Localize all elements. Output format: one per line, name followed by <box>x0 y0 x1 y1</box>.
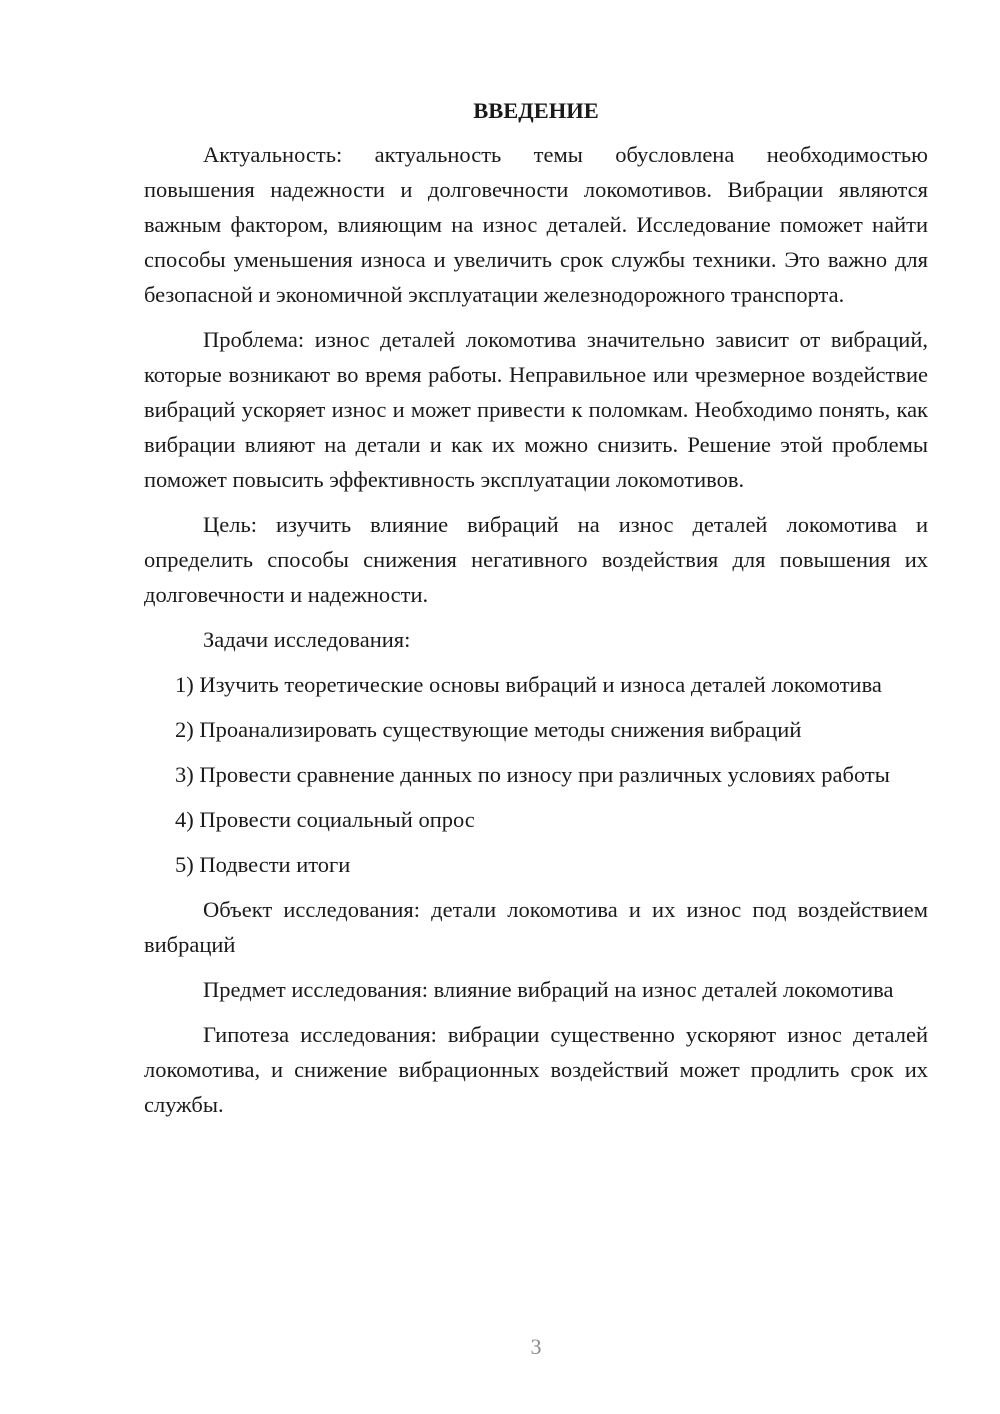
task-item-1: 1) Изучить теоретические основы вибраций и износа деталей локомотива <box>175 672 882 697</box>
paragraph-subject: Предмет исследования: влияние вибраций на износ деталей локомотива <box>203 977 894 1002</box>
paragraph-goal: Цель: изучить влияние вибраций на износ деталей локомотива и определить способы снижения негативного воздействия для повышения их долговечности и надежности. <box>144 512 928 607</box>
task-item-2: 2) Проанализировать существующие методы снижения вибраций <box>175 717 802 742</box>
document-page <box>144 95 928 1132</box>
page-number: 3 <box>530 1334 542 1359</box>
task-item-3: 3) Провести сравнение данных по износу при различных условиях работы <box>175 762 890 787</box>
paragraph-problem: Проблема: износ деталей локомотива значительно зависит от вибраций, которые возникают во время работы. Неправильное или чрезмерное воздействие вибраций ускоряет износ и может привести к поломкам. Необходимо понять, как вибрации влияют на детали и как их можно снизить. Решение этой проблемы поможет повысить эффективность эксплуатации локомотивов. <box>144 327 928 492</box>
tasks-heading: Задачи исследования: <box>203 627 411 652</box>
task-item-4: 4) Провести социальный опрос <box>175 807 475 832</box>
paragraph-relevance: Актуальность: актуальность темы обусловлена необходимостью повышения надежности и долговечности локомотивов. Вибрации являются важным фактором, влияющим на износ деталей. Исследование поможет найти способы уменьшения износа и увеличить срок службы техники. Это важно для безопасной и экономичной эксплуатации железнодорожного транспорта. <box>144 142 928 307</box>
page-title: ВВЕДЕНИЕ <box>473 98 599 123</box>
paragraph-hypothesis: Гипотеза исследования: вибрации существенно ускоряют износ деталей локомотива, и снижение вибрационных воздействий может продлить срок их службы. <box>144 1022 928 1117</box>
paragraph-object: Объект исследования: детали локомотива и их износ под воздействием вибраций <box>144 897 928 957</box>
task-item-5: 5) Подвести итоги <box>175 852 351 877</box>
